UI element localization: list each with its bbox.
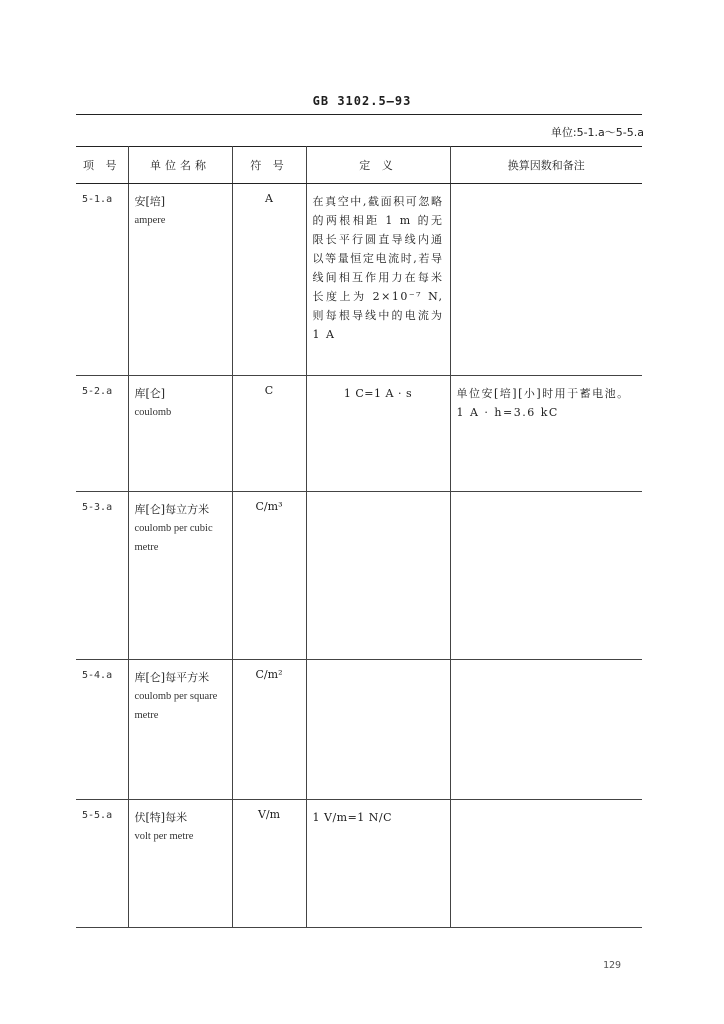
header-definition: 定 义 (306, 147, 450, 184)
header-item-number: 项 号 (76, 147, 128, 184)
unit-remarks: 单位安[培][小]时用于蓄电池。1 A · h=3.6 kC (450, 376, 642, 492)
unit-name-cn: 库[仑]每平方米 (134, 671, 210, 684)
table-row (76, 800, 642, 928)
unit-range-label: 单位:5-1.a～5-5.a (550, 126, 644, 139)
unit-name (128, 492, 232, 660)
unit-remarks (450, 660, 642, 800)
unit-name-cn: 库[仑]每立方米 (134, 503, 210, 516)
unit-symbol: A (232, 184, 306, 376)
table-row (76, 376, 642, 492)
header-symbol: 符 号 (232, 147, 306, 184)
unit-remarks (450, 492, 642, 660)
unit-name (128, 800, 232, 928)
header-unit-name: 单位名称 (128, 147, 232, 184)
unit-definition: 1 C=1 A · s (306, 376, 450, 492)
header-remarks: 换算因数和备注 (450, 147, 642, 184)
unit-definition (306, 492, 450, 660)
units-table (76, 146, 642, 928)
header-rule (76, 114, 642, 115)
unit-name-cn: 库[仑] (134, 387, 166, 400)
unit-name-en: coulomb (134, 407, 172, 418)
unit-remarks (450, 800, 642, 928)
unit-name-cn: 安[培] (134, 195, 166, 208)
unit-name-cn: 伏[特]每米 (134, 811, 188, 824)
table-row (76, 660, 642, 800)
unit-definition (306, 660, 450, 800)
item-number: 5-1.a (76, 184, 128, 376)
unit-symbol: C/m³ (232, 492, 306, 660)
item-number: 5-2.a (76, 376, 128, 492)
unit-remarks (450, 184, 642, 376)
unit-name-en: ampere (134, 215, 166, 226)
page-number: 129 (603, 960, 622, 971)
unit-name-en: coulomb per cubic metre (134, 523, 213, 553)
unit-definition: 1 V/m=1 N/C (306, 800, 450, 928)
unit-symbol: C (232, 376, 306, 492)
table-header-row (76, 147, 642, 184)
item-number: 5-5.a (76, 800, 128, 928)
unit-definition: 在真空中,截面积可忽略的两根相距 1 m 的无限长平行圆直导线内通以等量恒定电流时,若导线间相互作用力在每米长度上为 2×10⁻⁷ N,则每根导线中的电流为 1 A (306, 184, 450, 376)
unit-symbol: V/m (232, 800, 306, 928)
unit-name (128, 376, 232, 492)
table-row (76, 184, 642, 376)
unit-name (128, 660, 232, 800)
standard-code: GB 3102.5—93 (312, 94, 412, 108)
unit-name-en: coulomb per square metre (134, 691, 218, 721)
unit-name-en: volt per metre (134, 831, 194, 842)
item-number: 5-4.a (76, 660, 128, 800)
item-number: 5-3.a (76, 492, 128, 660)
table-row (76, 492, 642, 660)
unit-name (128, 184, 232, 376)
unit-symbol: C/m² (232, 660, 306, 800)
